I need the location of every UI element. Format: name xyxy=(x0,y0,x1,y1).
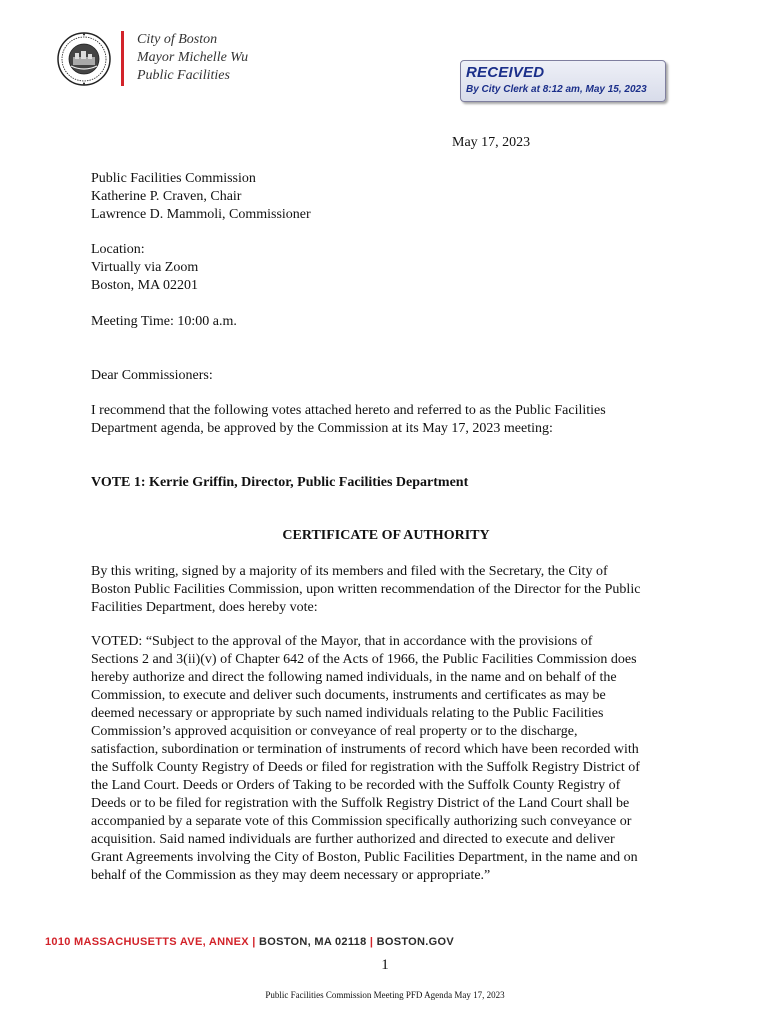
footer-street: 1010 MASSACHUSETTS AVE, ANNEX xyxy=(45,936,249,948)
paragraph-line: Boston Public Facilities Commission, upon written recommendation of the Director for the Public xyxy=(91,582,641,597)
paragraph-line: the Suffolk County Registry of Deeds or filed for registration with the Suffolk Registry District of xyxy=(91,760,640,775)
vote-heading: VOTE 1: Kerrie Griffin, Director, Public Facilities Department xyxy=(91,475,469,490)
paragraph-line: accompanied by a separate vote of this Commission specifically authorizing such conveyance or xyxy=(91,814,632,829)
letterhead-department: Public Facilities xyxy=(137,68,230,83)
paragraph-line: the Land Court. Deeds or Orders of Taking to be recorded with the Suffolk County Registry of xyxy=(91,778,621,793)
paragraph-line: Commission’s approved acquisition or conveyance of real property or to the discharge, xyxy=(91,724,578,739)
paragraph-line: Facilities Department, does hereby vote: xyxy=(91,600,318,615)
location-line: Virtually via Zoom xyxy=(91,260,199,275)
footer-separator: | xyxy=(366,936,377,948)
footer-address xyxy=(45,936,454,948)
footer-separator: | xyxy=(248,936,259,948)
city-seal-icon xyxy=(57,32,111,86)
paragraph-line: acquisition. Said named individuals are further authorized and directed to execute and deliver xyxy=(91,832,615,847)
addressee-line: Katherine P. Craven, Chair xyxy=(91,189,242,204)
paragraph-line: Commission, to execute and deliver such documents, instruments and certificates as may be xyxy=(91,688,606,703)
paragraph-line: Sections 2 and 3(ii)(v) of Chapter 642 of the Acts of 1966, the Public Facilities Commission does xyxy=(91,652,637,667)
paragraph-line: Deeds or to be filed for registration with the Suffolk Registry District of the Land Court shall be xyxy=(91,796,630,811)
letter-date: May 17, 2023 xyxy=(452,135,531,150)
paragraph-line: satisfaction, subordination or termination of instruments of record which have been recorded with xyxy=(91,742,639,757)
meeting-time: Meeting Time: 10:00 a.m. xyxy=(91,314,237,329)
location-line: Boston, MA 02201 xyxy=(91,278,198,293)
addressee-line: Public Facilities Commission xyxy=(91,171,256,186)
certificate-intro xyxy=(91,563,640,617)
letterhead-mayor: Mayor Michelle Wu xyxy=(137,50,249,65)
page-number: 1 xyxy=(381,957,389,973)
letterhead-divider xyxy=(121,31,124,86)
paragraph-line: VOTED: “Subject to the approval of the Mayor, that in accordance with the provisions of xyxy=(91,634,593,649)
intro-paragraph xyxy=(91,402,606,438)
footer-website: BOSTON.GOV xyxy=(376,936,454,948)
addressee-block xyxy=(91,170,311,224)
footer-city: BOSTON, MA 02118 xyxy=(258,936,367,948)
letterhead xyxy=(137,31,248,85)
paragraph-line: I recommend that the following votes attached hereto and referred to as the Public Facilities xyxy=(91,403,606,418)
paragraph-line: hereby authorize and direct the following named individuals, in the name and on behalf of the xyxy=(91,670,617,685)
received-stamp-title: RECEIVED xyxy=(466,64,545,81)
paragraph-line: Grant Agreements involving the City of Boston, Public Facilities Department, in the name and on xyxy=(91,850,638,865)
location-label: Location: xyxy=(91,242,145,257)
paragraph-line: behalf of the Commission as they may deem necessary or appropriate.” xyxy=(91,868,491,883)
addressee-line: Lawrence D. Mammoli, Commissioner xyxy=(91,207,311,222)
voted-paragraph xyxy=(91,633,640,885)
paragraph-line: By this writing, signed by a majority of its members and filed with the Secretary, the City of xyxy=(91,564,608,579)
footer-note: Public Facilities Commission Meeting PFD Agenda May 17, 2023 xyxy=(265,990,505,1000)
received-stamp xyxy=(460,60,666,102)
paragraph-line: Department agenda, be approved by the Commission at its May 17, 2023 meeting: xyxy=(91,421,553,436)
received-stamp-subtitle: By City Clerk at 8:12 am, May 15, 2023 xyxy=(466,84,647,95)
certificate-heading: CERTIFICATE OF AUTHORITY xyxy=(282,528,490,543)
letterhead-city: City of Boston xyxy=(137,32,218,47)
paragraph-line: deemed necessary or appropriate by such named individuals relating to the Public Facilities xyxy=(91,706,604,721)
salutation: Dear Commissioners: xyxy=(91,368,213,383)
location-block xyxy=(91,241,198,295)
